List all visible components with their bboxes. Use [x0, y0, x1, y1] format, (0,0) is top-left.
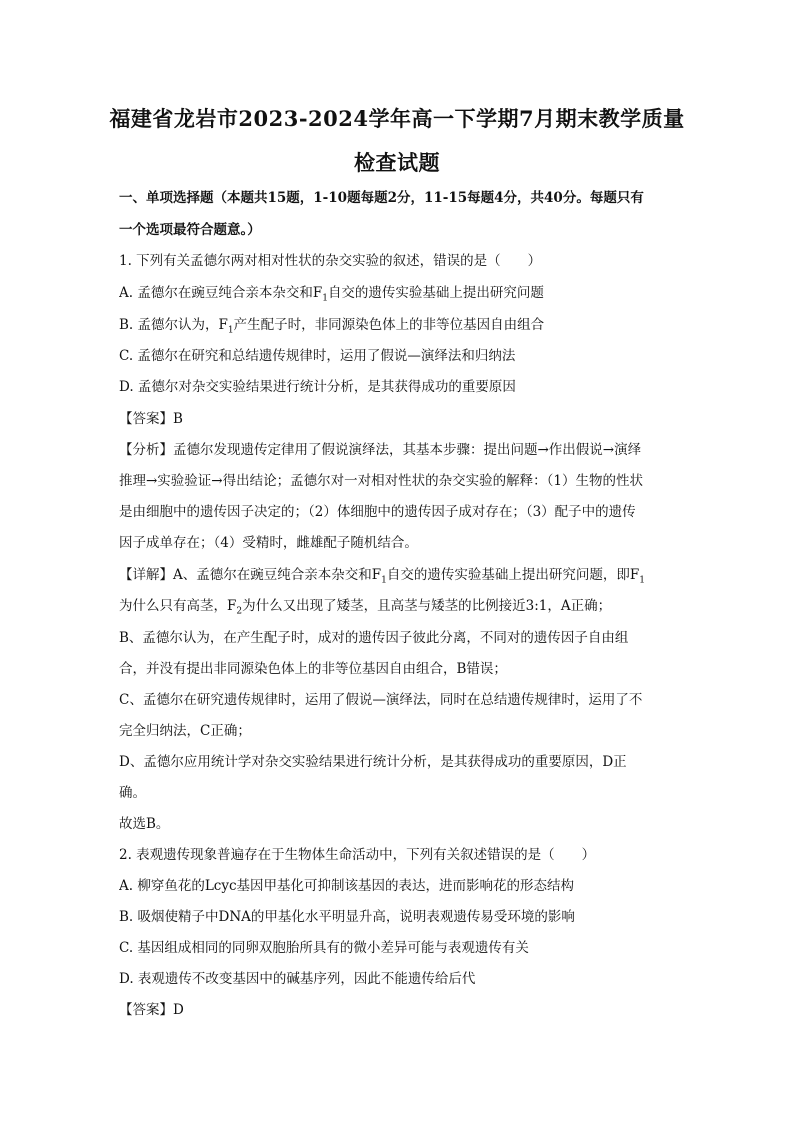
question-1-option-d: D. 孟德尔对杂交实验结果进行统计分析，是其获得成功的重要原因 — [119, 379, 516, 395]
question-1-detail: 确。 — [119, 785, 146, 801]
question-1-detail: B、孟德尔认为，在产生配子时，成对的遗传因子彼此分离，不同对的遗传因子自由组 — [119, 630, 629, 646]
question-1-analysis: 推理→实验验证→得出结论；孟德尔对一对相对性状的杂交实验的解释：（1）生物的性状 — [119, 473, 643, 489]
question-1-detail: C、孟德尔在研究遗传规律时，运用了假说—演绎法，同时在总结遗传规律时，运用了不 — [119, 692, 643, 708]
question-2-option-a: A. 柳穿鱼花的Lcyc基因甲基化可抑制该基因的表达，进而影响花的形态结构 — [119, 878, 575, 894]
question-1-stem: 1. 下列有关孟德尔两对相对性状的杂交实验的叙述，错误的是（ ） — [119, 253, 542, 269]
question-1-answer: 【答案】B — [119, 411, 183, 427]
question-2-answer: 【答案】D — [119, 1002, 184, 1018]
section-heading: 一、单项选择题（本题共15题，1-10题每题2分，11-15每题4分，共40分。每题只有 — [119, 190, 644, 206]
section-heading-cont: 一个选项最符合题意。） — [119, 222, 261, 238]
question-1-option-b: B. 孟德尔认为，$F_1$产生配子时，非同源染色体上的非等位基因自由组合 — [119, 317, 545, 336]
question-1-detail: 为什么只有高茎，$F_2$为什么又出现了矮茎，且高茎与矮茎的比例接近3:1，A正确； — [119, 598, 612, 617]
question-1-detail: 完全归纳法，C正确； — [119, 723, 251, 739]
question-2-option-c: C. 基因组成相同的同卵双胞胎所具有的微小差异可能与表观遗传有关 — [119, 940, 529, 956]
question-1-option-a: A. 孟德尔在豌豆纯合亲本杂交和$F_1$自交的遗传实验基础上提出研究问题 — [119, 285, 544, 304]
question-1-analysis: 因子成单存在；（4）受精时，雌雄配子随机结合。 — [119, 535, 418, 551]
question-1-option-c: C. 孟德尔在研究和总结遗传规律时，运用了假说—演绎法和归纳法 — [119, 348, 516, 364]
document-title-line-1: 福建省龙岩市2023-2024学年高一下学期7月期末教学质量 — [109, 106, 685, 131]
question-2-option-b: B. 吸烟使精子中DNA的甲基化水平明显升高，说明表观遗传易受环境的影响 — [119, 909, 575, 925]
question-1-detail: 合，并没有提出非同源染色体上的非等位基因自由组合，B错误； — [119, 661, 507, 677]
question-1-choose: 故选B。 — [119, 816, 170, 832]
question-2-option-d: D. 表观遗传不改变基因中的碱基序列，因此不能遗传给后代 — [119, 971, 476, 987]
question-1-analysis: 是由细胞中的遗传因子决定的；（2）体细胞中的遗传因子成对存在；（3）配子中的遗传 — [119, 504, 636, 520]
question-1-detail: D、孟德尔应用统计学对杂交实验结果进行统计分析，是其获得成功的重要原因，D正 — [119, 754, 627, 770]
question-2-stem: 2. 表观遗传现象普遍存在于生物体生命活动中，下列有关叙述错误的是（ ） — [119, 847, 596, 863]
question-1-analysis: 【分析】孟德尔发现遗传定律用了假说演绎法，其基本步骤：提出问题→作出假说→演绎 — [119, 442, 642, 458]
question-1-detail: 【详解】A、孟德尔在豌豆纯合亲本杂交和$F_1$自交的遗传实验基础上提出研究问题，即$F_1$ — [119, 567, 645, 586]
document-title-line-2: 检查试题 — [354, 150, 440, 175]
